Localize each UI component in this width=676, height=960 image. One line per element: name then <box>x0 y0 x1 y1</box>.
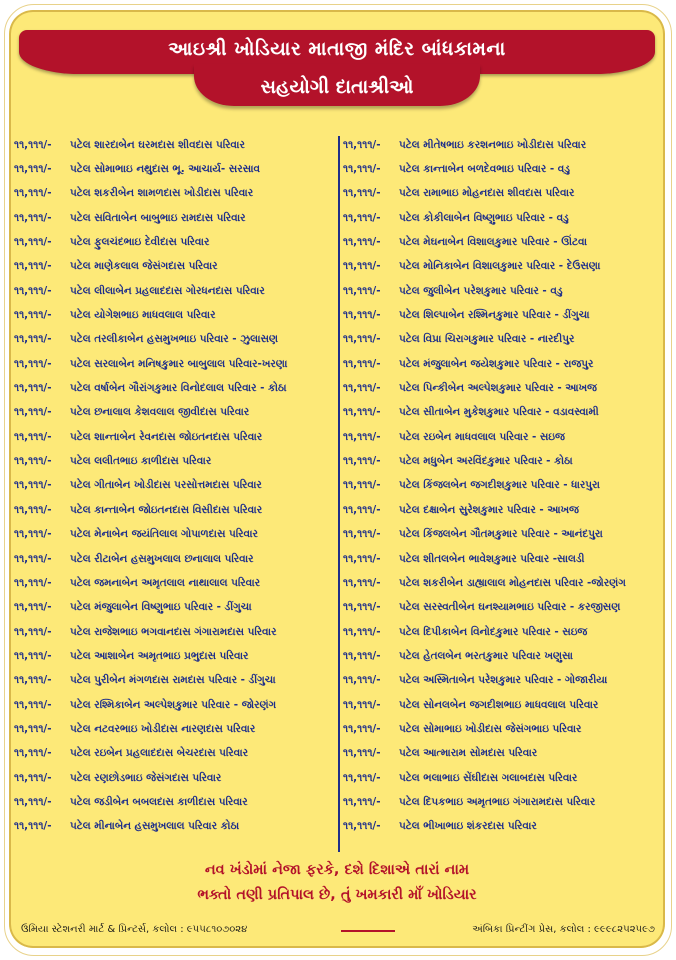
donor-name: પટેલ સરલાબેન મનિષકુમાર બાબુલાલ પરિવાર-ખરણા <box>70 357 288 370</box>
list-item <box>343 766 661 790</box>
donor-name: પટેલ લલીતભાઇ કાળીદાસ પરિવાર <box>70 455 212 468</box>
donation-amount: ૧૧,૧૧૧/- <box>343 357 381 370</box>
donation-amount: ૧૧,૧૧૧/- <box>343 722 381 735</box>
donor-name: પટેલ સરસ્વતીબેન ઘનશ્યામભાઇ પરિવાર - કરજીસણ <box>399 601 621 614</box>
donation-amount: ૧૧,૧૧૧/- <box>14 163 52 176</box>
donor-name: પટેલ કોકીલાબેન વિષ્ણુભાઇ પરિવાર - વડુ <box>399 211 569 224</box>
list-item <box>343 571 661 595</box>
donation-amount: ૧૧,૧૧૧/- <box>343 747 381 760</box>
donor-name: પટેલ કાન્તાબેન જોઇતનદાસ વિસીદાસ પરિવાર <box>70 503 263 516</box>
header-title: આઇશ્રી ખોડિયાર માતાજી મંદિર બાંધકામના <box>168 38 506 60</box>
donor-name: પટેલ વર્ષાબેન ગૌરાંગકુમાર વિનોદલાલ પરિવાર - કોઠા <box>70 382 287 395</box>
donation-amount: ૧૧,૧૧૧/- <box>14 357 52 370</box>
list-item <box>14 523 332 547</box>
donor-name: પટેલ લીલાબેન પ્રહલાદદાસ ગોરધનદાસ પરિવાર <box>70 284 265 297</box>
donation-amount: ૧૧,૧૧૧/- <box>343 649 381 662</box>
list-item <box>14 815 332 839</box>
donation-amount: ૧૧,૧૧૧/- <box>343 211 381 224</box>
list-item <box>14 376 332 400</box>
donor-name: પટેલ હેતલબેન ભરતકુમાર પરિવાર ખણુસા <box>399 649 573 662</box>
donor-name: પટેલ કાન્તાબેન બળદેવભાઇ પરિવાર - વડુ <box>399 163 570 176</box>
donation-amount: ૧૧,૧૧૧/- <box>343 552 381 565</box>
donation-amount: ૧૧,૧૧૧/- <box>343 284 381 297</box>
donation-amount: ૧૧,૧૧૧/- <box>14 649 52 662</box>
donor-name: પટેલ રઇબેન માધવલાલ પરિવાર - સઇજ <box>399 430 565 443</box>
list-item <box>343 182 661 206</box>
list-item <box>14 547 332 571</box>
list-item <box>343 815 661 839</box>
donation-amount: ૧૧,૧૧૧/- <box>14 187 52 200</box>
list-item <box>14 182 332 206</box>
donor-name: પટેલ રશ્મિકાબેન અલ્પેશકુમાર પરિવાર - જોરણંગ <box>70 698 277 711</box>
donation-amount: ૧૧,૧૧૧/- <box>14 236 52 249</box>
list-item <box>343 206 661 230</box>
donation-amount: ૧૧,૧૧૧/- <box>343 260 381 273</box>
list-item <box>14 571 332 595</box>
donation-amount: ૧૧,૧૧૧/- <box>343 503 381 516</box>
list-item <box>343 620 661 644</box>
list-item <box>343 644 661 668</box>
donor-name: પટેલ પુરીબેન મંગળદાસ રામદાસ પરિવાર - ડીંગુચા <box>70 674 276 687</box>
verse-line-1: નવ ખંડોમાં નેજા ફરકે, દશે દિશાએ તારાં નામ <box>204 862 470 878</box>
donor-name: પટેલ ભલાભાઇ સેંઘીદાસ ગલાબદાસ પરિવાર <box>399 771 578 784</box>
donor-name: પટેલ ફુલચંદભાઇ દેવીદાસ પરિવાર <box>70 236 210 249</box>
list-item <box>343 279 661 303</box>
list-item <box>343 742 661 766</box>
donation-amount: ૧૧,૧૧૧/- <box>343 674 381 687</box>
donor-name: પટેલ શિલ્પાબેન રશ્મિનકુમાર પરિવાર - ડીંગુચા <box>399 309 590 322</box>
list-item <box>14 133 332 157</box>
donor-name: પટેલ શાન્તાબેન રેવનદાસ જોઇતનદાસ પરિવાર <box>70 430 263 443</box>
donor-name: પટેલ તરલીકાબેન હસમુખભાઇ પરિવાર - ઝુલાસણ <box>70 333 278 346</box>
donor-name: પટેલ નટવરભાઇ ખોડીદાસ નારણદાસ પરિવાર <box>70 722 256 735</box>
donation-amount: ૧૧,૧૧૧/- <box>343 309 381 322</box>
donor-name: પટેલ દિપીકાબેન વિનોદકુમાર પરિવાર - સઇજ <box>399 625 588 638</box>
list-item <box>343 376 661 400</box>
list-item <box>14 255 332 279</box>
footer <box>9 920 665 942</box>
list-item <box>14 766 332 790</box>
list-item <box>14 279 332 303</box>
list-item <box>343 693 661 717</box>
donation-amount: ૧૧,૧૧૧/- <box>14 382 52 395</box>
donation-amount: ૧૧,૧૧૧/- <box>14 795 52 808</box>
donor-name: પટેલ દક્ષાબેન સુરેશકુમાર પરિવાર - આખજ <box>399 503 579 516</box>
donor-name: પટેલ વિપ્રા ચિરાગકુમાર પરિવાર - નારદીપુર <box>399 333 575 346</box>
donor-name: પટેલ સોમાભાઇ ખોડીદાસ જેસંગભાઇ પરિવાર <box>399 722 582 735</box>
donor-name: પટેલ મેઘનાબેન વિશાલકુમાર પરિવાર - ઊંટવા <box>399 236 588 249</box>
list-item <box>343 669 661 693</box>
donor-name: પટેલ શકરીબેન શામળદાસ ખોડીદાસ પરિવાર <box>70 187 254 200</box>
list-item <box>343 352 661 376</box>
donation-amount: ૧૧,૧૧૧/- <box>14 747 52 760</box>
donor-name: પટેલ સવિતાબેન બાબુભાઇ રામદાસ પરિવાર <box>70 211 246 224</box>
list-item <box>14 644 332 668</box>
donor-name: પટેલ સોમાભાઇ નથુદાસ ભૂ. આચાર્ય- સરસાવ <box>70 163 261 176</box>
header-subtitle: સહયોગી દાતાશ્રીઓ <box>260 76 414 98</box>
list-item <box>14 352 332 376</box>
list-item <box>14 425 332 449</box>
donor-name: પટેલ રાજેશભાઇ ભગવાનદાસ ગંગારામદાસ પરિવાર <box>70 625 277 638</box>
footer-right-credit: અંબિકા પ્રિન્ટીંગ પ્રેસ, કલોલ : ૯૯૯૮૨૫૨૫૯૭ <box>472 924 655 935</box>
donor-name: પટેલ જુલીબેન પરેશકુમાર પરિવાર - વડુ <box>399 284 563 297</box>
donation-amount: ૧૧,૧૧૧/- <box>343 820 381 833</box>
donation-amount: ૧૧,૧૧૧/- <box>343 455 381 468</box>
donor-name: પટેલ રીટાબેન હસમુખલાલ છનાલાલ પરિવાર <box>70 552 254 565</box>
list-item <box>343 523 661 547</box>
donation-amount: ૧૧,૧૧૧/- <box>343 601 381 614</box>
donor-name: પટેલ શકરીબેન ડાહ્યાલાલ મોહનદાસ પરિવાર -જોરણંગ <box>399 576 626 589</box>
donation-amount: ૧૧,૧૧૧/- <box>14 552 52 565</box>
list-item <box>14 620 332 644</box>
donor-name: પટેલ મેનાબેન જયંતિલાલ ગોપાળદાસ પરિવાર <box>70 528 258 541</box>
donor-list-right <box>343 133 661 839</box>
list-item <box>14 717 332 741</box>
donation-amount: ૧૧,૧૧૧/- <box>14 430 52 443</box>
donation-amount: ૧૧,૧૧૧/- <box>14 138 52 151</box>
donation-amount: ૧૧,૧૧૧/- <box>14 309 52 322</box>
donor-name: પટેલ કિંજલબેન જગદીશકુમાર પરિવાર - ધારપુરા <box>399 479 600 492</box>
donation-amount: ૧૧,૧૧૧/- <box>14 479 52 492</box>
donor-name: પટેલ દિપકભાઇ અમૃતભાઇ ગંગારામદાસ પરિવાર <box>399 795 596 808</box>
donation-amount: ૧૧,૧૧૧/- <box>14 406 52 419</box>
list-item <box>343 717 661 741</box>
donation-amount: ૧૧,૧૧૧/- <box>14 455 52 468</box>
list-item <box>14 206 332 230</box>
donor-name: પટેલ અસ્મિતાબેન પરેશકુમાર પરિવાર - ગોજારીયા <box>399 674 608 687</box>
donor-name: પટેલ રઇબેન પ્રહલાદદાસ બેચરદાસ પરિવાર <box>70 747 249 760</box>
donor-name: પટેલ જમનાબેન અમૃતલાલ નાથાલાલ પરિવાર <box>70 576 261 589</box>
donor-name: પટેલ જડીબેન બબલદાસ કાળીદાસ પરિવાર <box>70 795 248 808</box>
donor-name: પટેલ મીનાબેન હસમુખલાલ પરિવાર કોઠા <box>70 820 240 833</box>
donation-amount: ૧૧,૧૧૧/- <box>14 528 52 541</box>
footer-left-credit: ઉમિયા સ્ટેશનરી માર્ટ & પ્રિન્ટર્સ, કલોલ : ૯૫૫૮૧૦૭૦૨૪ <box>21 924 248 935</box>
donor-name: પટેલ મોનિકાબેન વિશાલકુમાર પરિવાર - દેઉસણા <box>399 260 601 273</box>
donation-amount: ૧૧,૧૧૧/- <box>343 528 381 541</box>
donor-name: પટેલ આત્મારામ સોમદાસ પરિવાર <box>399 747 538 760</box>
list-item <box>343 255 661 279</box>
list-item <box>14 596 332 620</box>
donor-name: પટેલ સીતાબેન મુકેશકુમાર પરિવાર - વડાવસ્વામી <box>399 406 599 419</box>
list-item <box>343 157 661 181</box>
donor-name: પટેલ રામાભાઇ મોહનદાસ શીવદાસ પરિવાર <box>399 187 575 200</box>
donation-amount: ૧૧,૧૧૧/- <box>343 333 381 346</box>
donation-amount: ૧૧,૧૧૧/- <box>14 333 52 346</box>
list-item <box>14 449 332 473</box>
donor-name: પટેલ શારદાબેન ઘરમદાસ શીવદાસ પરિવાર <box>70 138 245 151</box>
list-item <box>14 328 332 352</box>
donor-name: પટેલ મધુબેન અરવિંદકુમાર પરિવાર - કોઠા <box>399 455 573 468</box>
donation-amount: ૧૧,૧૧૧/- <box>14 284 52 297</box>
donation-amount: ૧૧,૧૧૧/- <box>14 260 52 273</box>
list-item <box>14 401 332 425</box>
donation-amount: ૧૧,૧૧૧/- <box>14 771 52 784</box>
list-item <box>343 547 661 571</box>
donation-amount: ૧૧,૧૧૧/- <box>343 163 381 176</box>
donation-amount: ૧૧,૧૧૧/- <box>343 236 381 249</box>
donation-amount: ૧૧,૧૧૧/- <box>14 722 52 735</box>
list-item <box>14 230 332 254</box>
list-item <box>343 596 661 620</box>
donation-amount: ૧૧,૧૧૧/- <box>343 479 381 492</box>
list-item <box>343 498 661 522</box>
donation-amount: ૧૧,૧૧૧/- <box>343 771 381 784</box>
donor-name: પટેલ મંજુલાબેન જયેશકુમાર પરિવાર - રાજપુર <box>399 357 594 370</box>
donation-amount: ૧૧,૧૧૧/- <box>14 625 52 638</box>
donor-name: પટેલ કિંજલબેન ગૌતમકુમાર પરિવાર - આનંદપુરા <box>399 528 603 541</box>
list-item <box>343 790 661 814</box>
list-item <box>343 401 661 425</box>
donor-name: પટેલ સોનલબેન જગદીશભાઇ માધવલાલ પરિવાર <box>399 698 599 711</box>
donor-name: પટેલ માણેકલાલ જેસંગદાસ પરિવાર <box>70 260 218 273</box>
donor-name: પટેલ રણછોડભાઇ જેસંગદાસ પરિવાર <box>70 771 222 784</box>
donation-amount: ૧૧,૧૧૧/- <box>343 430 381 443</box>
list-item <box>343 425 661 449</box>
list-item <box>14 303 332 327</box>
footer-divider-line <box>341 930 395 932</box>
list-item <box>343 328 661 352</box>
column-divider <box>338 136 340 852</box>
donor-name: પટેલ મંજુલાબેન વિષ્ણુભાઇ પરિવાર - ડીંગુચા <box>70 601 252 614</box>
donor-name: પટેલ યોગેશભાઇ માધવલાલ પરિવાર <box>70 309 216 322</box>
list-item <box>14 669 332 693</box>
list-item <box>14 157 332 181</box>
donation-amount: ૧૧,૧૧૧/- <box>343 187 381 200</box>
list-item <box>343 133 661 157</box>
list-item <box>343 449 661 473</box>
poster <box>9 10 665 948</box>
donation-amount: ૧૧,૧૧૧/- <box>343 406 381 419</box>
donation-amount: ૧૧,૧૧૧/- <box>14 820 52 833</box>
donor-name: પટેલ મીતેષભાઇ કરશનભાઇ ખોડીદાસ પરિવાર <box>399 138 587 151</box>
donor-name: પટેલ ગીતાબેન ખોડીદાસ પરસોત્તમદાસ પરિવાર <box>70 479 262 492</box>
list-item <box>14 474 332 498</box>
donor-name: પટેલ ભીખાભાઇ શંકરદાસ પરિવાર <box>399 820 537 833</box>
list-item <box>14 498 332 522</box>
donor-list-left <box>14 133 332 839</box>
donation-amount: ૧૧,૧૧૧/- <box>343 382 381 395</box>
list-item <box>343 303 661 327</box>
donor-name: પટેલ પિન્કીબેન અલ્પેશકુમાર પરિવાર - આખજ <box>399 382 597 395</box>
donation-amount: ૧૧,૧૧૧/- <box>343 698 381 711</box>
list-item <box>14 790 332 814</box>
donor-name: પટેલ શીતલબેન ભાવેશકુમાર પરિવાર -સાલડી <box>399 552 585 565</box>
donation-amount: ૧૧,૧૧૧/- <box>14 503 52 516</box>
list-item <box>343 230 661 254</box>
list-item <box>14 693 332 717</box>
donation-amount: ૧૧,૧૧૧/- <box>343 138 381 151</box>
donation-amount: ૧૧,૧૧૧/- <box>343 576 381 589</box>
donation-amount: ૧૧,૧૧૧/- <box>14 698 52 711</box>
donation-amount: ૧૧,૧૧૧/- <box>343 795 381 808</box>
donation-amount: ૧૧,૧૧૧/- <box>343 625 381 638</box>
list-item <box>14 742 332 766</box>
donation-amount: ૧૧,૧૧૧/- <box>14 601 52 614</box>
donation-amount: ૧૧,૧૧૧/- <box>14 576 52 589</box>
verse-line-2: ભક્તો તણી પ્રતિપાલ છે, તું ખમકારી માઁ ખોડિયાર <box>197 887 477 903</box>
header-banner <box>19 20 655 98</box>
list-item <box>343 474 661 498</box>
donor-name: પટેલ છનાલાલ કેશવલાલ જીવીદાસ પરિવાર <box>70 406 250 419</box>
donation-amount: ૧૧,૧૧૧/- <box>14 674 52 687</box>
donation-amount: ૧૧,૧૧૧/- <box>14 211 52 224</box>
donor-name: પટેલ આશાબેન અમૃતભાઇ પ્રભુદાસ પરિવાર <box>70 649 249 662</box>
